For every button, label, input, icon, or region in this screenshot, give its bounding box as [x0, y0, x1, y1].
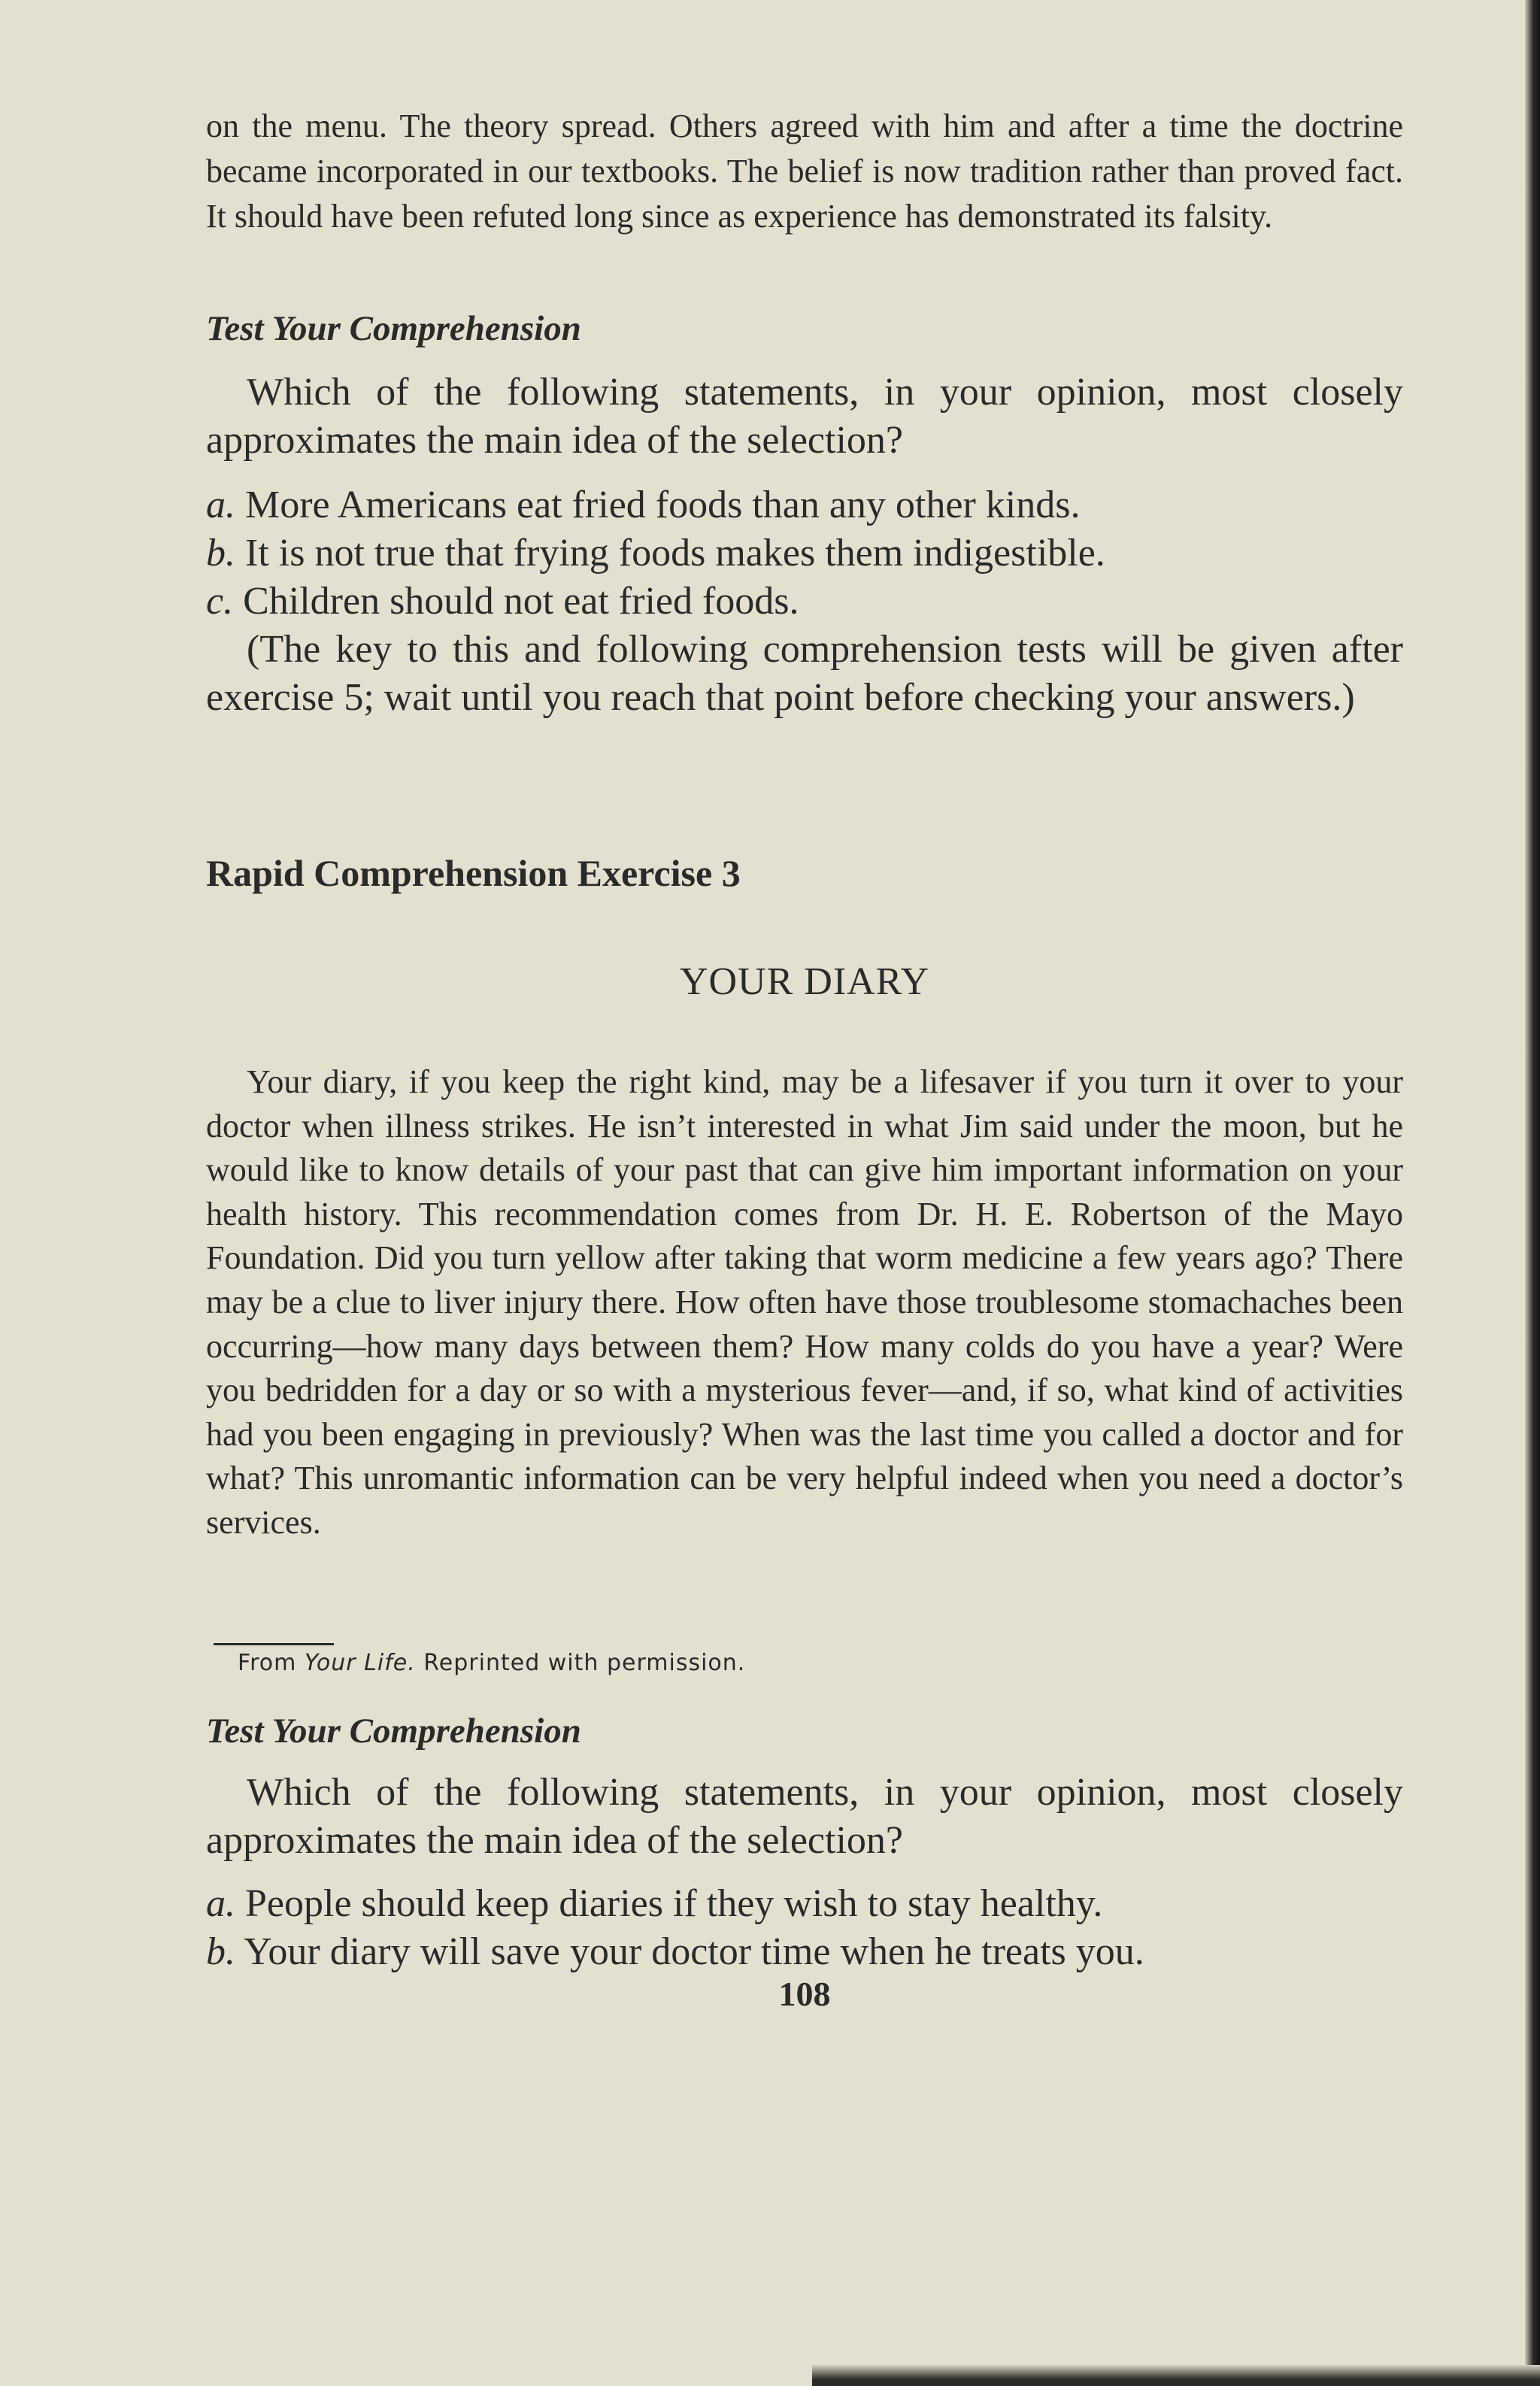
test-heading-2: Test Your Comprehension — [206, 1711, 581, 1751]
selection-body: Your diary, if you keep the right kind, may be a lifesaver if you turn it over to your doctor when illness strikes. He isn’t interested in what Jim said under the moon, but he would like to know details of your past that can give him important information on your health history. This recommendation comes from Dr. H. E. Robertson of the Mayo Foundation. Did you turn yellow after taking that worm medicine a few years ago? There may be a clue to liver injury there. How often have those troublesome stomachaches been occurring—how many days between them? How many colds do you have a year? Were you bedridden for a day or so with a mysterious fever—and, if so, what kind of activities had you been engaging in previously? When was the last time you called a doctor and for what? This unromantic information can be very helpful indeed when you need a doctor’s services. — [206, 1063, 1403, 1541]
test-section-1 — [206, 308, 1403, 349]
test-question-2: Which of the following statements, in your opinion, most closely approximates the main idea of the selection? — [206, 1771, 1403, 1862]
option-b-1 — [206, 529, 1403, 578]
option-letter: c. — [206, 580, 234, 623]
option-text: Your diary will save your doctor time when he treats you. — [244, 1930, 1144, 1973]
source-title: Your Life. — [304, 1650, 416, 1676]
option-letter: b. — [206, 532, 235, 575]
option-text: More Americans eat fried foods than any other kinds. — [245, 484, 1081, 526]
selection-body-block — [206, 1060, 1403, 1545]
option-letter: b. — [206, 1930, 235, 1973]
source-suffix: Reprinted with permission. — [423, 1650, 746, 1676]
selection-title: YOUR DIARY — [679, 960, 930, 1003]
option-text: It is not true that frying foods makes them indigestible. — [245, 532, 1105, 575]
test-question-1-block — [206, 368, 1403, 465]
options-list-1 — [206, 481, 1403, 626]
option-text: Children should not eat fried foods. — [243, 580, 799, 623]
test-question-2-block — [206, 1769, 1403, 1865]
option-letter: a. — [206, 484, 235, 526]
exercise-heading: Rapid Comprehension Exercise 3 — [206, 852, 741, 894]
option-a-2 — [206, 1880, 1403, 1928]
answer-key-note-block — [206, 626, 1403, 722]
footnote-rule — [214, 1643, 334, 1645]
option-a-1 — [206, 481, 1403, 529]
options-list-2 — [206, 1880, 1403, 1976]
page-edge-shadow-bottom — [812, 2365, 1540, 2386]
source-credit — [238, 1650, 745, 1676]
test-heading-1: Test Your Comprehension — [206, 309, 581, 348]
page-edge-shadow-right — [1525, 0, 1540, 2386]
test-section-2 — [206, 1711, 1403, 1751]
option-letter: a. — [206, 1882, 235, 1925]
test-question-1: Which of the following statements, in your opinion, most closely approximates the main idea of the selection? — [206, 371, 1403, 462]
option-text: People should keep diaries if they wish to stay healthy. — [245, 1882, 1103, 1925]
exercise-heading-block — [206, 851, 1403, 895]
answer-key-note: (The key to this and following comprehension tests will be given after exercise 5; wait until you reach that point before checking your answers.) — [206, 628, 1403, 719]
opening-paragraph: on the menu. The theory spread. Others agreed with him and after a time the doctrine became incorporated in our textbooks. The belief is now tradition rather than proved fact. It should have been refuted long since as experience has demonstrated its falsity. — [206, 108, 1403, 235]
page-number: 108 — [778, 1975, 831, 2013]
option-b-2 — [206, 1928, 1403, 1976]
option-c-1 — [206, 578, 1403, 626]
source-prefix: From — [238, 1650, 297, 1676]
